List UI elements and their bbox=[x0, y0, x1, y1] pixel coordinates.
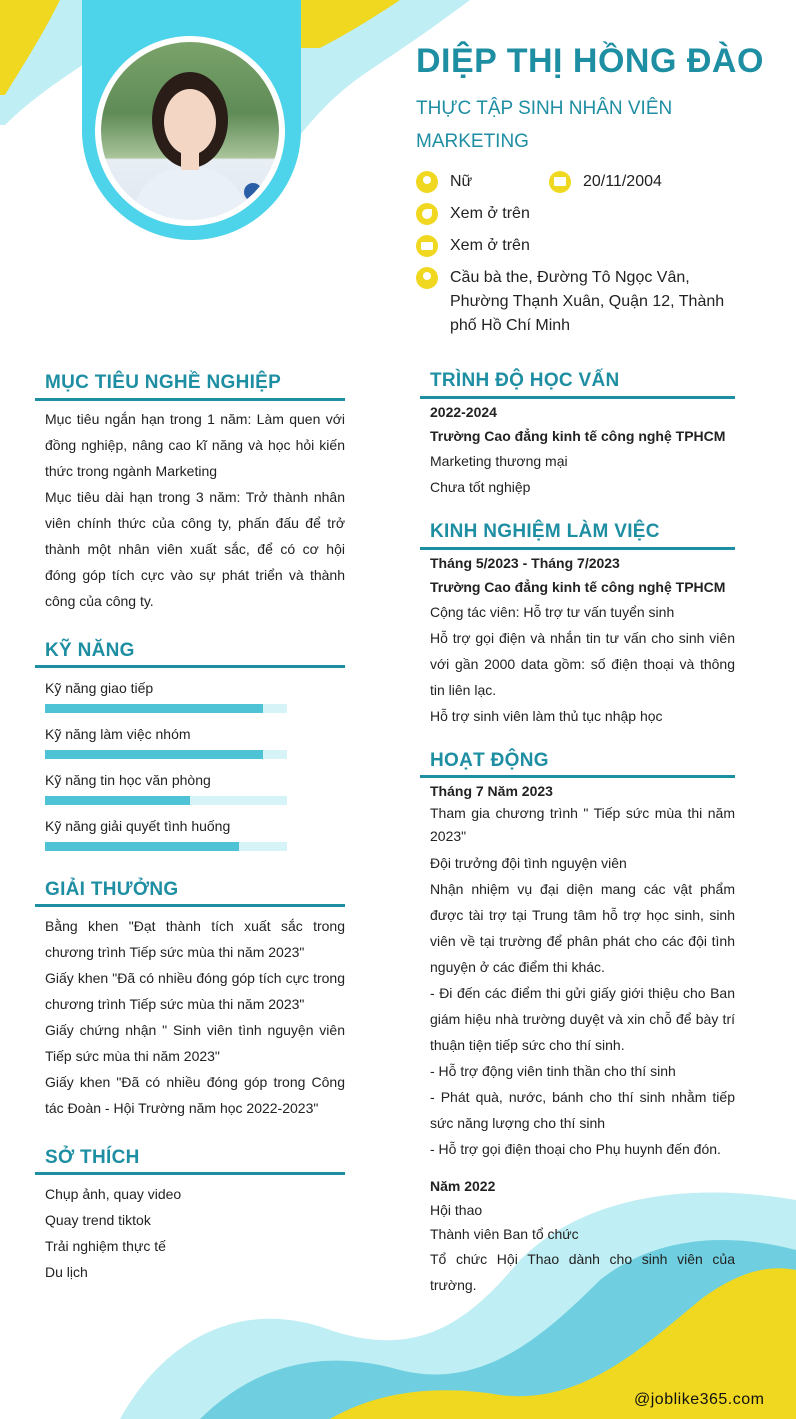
activity-desc: - Hỗ trợ gọi điện thoại cho Phụ huynh đến đón. bbox=[430, 1141, 721, 1157]
experience-role: Cộng tác viên: Hỗ trợ tư vấn tuyển sinh bbox=[430, 604, 675, 620]
education-school: Trường Cao đẳng kinh tế công nghệ TPHCM bbox=[430, 428, 726, 444]
gender-row bbox=[416, 170, 472, 194]
experience-desc: Hỗ trợ gọi điện và nhắn tin tư vấn cho sinh viên với gần 2000 data gồm: số điện thoại và thông tin liên lạc. bbox=[430, 630, 735, 698]
hobby-item: Trải nghiệm thực tế bbox=[45, 1238, 166, 1254]
activity-role: Đội trưởng đội tình nguyện viên bbox=[430, 855, 627, 871]
skill-label: Kỹ năng tin học văn phòng bbox=[45, 772, 211, 788]
skill-bar-fill bbox=[45, 796, 190, 805]
footer-watermark: @joblike365.com bbox=[634, 1391, 765, 1408]
hobbies-title: SỞ THÍCH bbox=[45, 1147, 140, 1168]
activity-desc: Nhận nhiệm vụ đại diện mang các vật phẩm được tài trợ tại Trung tâm hỗ trợ học sinh, sinh viên về tại trường để phân phát cho các đội tình nguyện ở các điểm thi khác. bbox=[430, 881, 735, 975]
section-divider bbox=[35, 1172, 345, 1175]
experience-title: KINH NGHIỆM LÀM VIỆC bbox=[430, 521, 660, 542]
gender-value: Nữ bbox=[450, 173, 473, 190]
profile-photo bbox=[101, 42, 279, 220]
career-goal-title: MỤC TIÊU NGHỀ NGHIỆP bbox=[45, 372, 282, 393]
address-value: Cầu bà the, Đường Tô Ngọc Vân, Phường Thạnh Xuân, Quận 12, Thành phố Hồ Chí Minh bbox=[450, 269, 725, 334]
mail-icon bbox=[416, 235, 438, 257]
career-goal-text bbox=[45, 406, 345, 614]
short-term-goal: Mục tiêu ngắn hạn trong 1 năm: Làm quen với đồng nghiệp, nâng cao kĩ năng và học hỏi kiến thức trong ngành Marketing bbox=[45, 411, 345, 479]
hobbies-list bbox=[45, 1181, 345, 1285]
skill-bar bbox=[45, 704, 287, 713]
job-title: THỰC TẬP SINH NHÂN VIÊN MARKETING bbox=[416, 98, 673, 152]
skill-bar bbox=[45, 842, 287, 851]
awards-list bbox=[45, 913, 345, 1121]
location-pin-icon bbox=[416, 267, 438, 289]
activity-desc: Tổ chức Hội Thao dành cho sinh viên của trường. bbox=[430, 1251, 735, 1293]
activity-period: Năm 2022 bbox=[430, 1178, 496, 1194]
hobby-item: Quay trend tiktok bbox=[45, 1212, 151, 1228]
section-divider bbox=[35, 398, 345, 401]
address-row bbox=[416, 266, 746, 338]
user-icon bbox=[416, 171, 438, 193]
education-title: TRÌNH ĐỘ HỌC VẤN bbox=[430, 370, 620, 391]
activity-desc: - Hỗ trợ động viên tinh thần cho thí sinh bbox=[430, 1063, 676, 1079]
hobby-item: Du lịch bbox=[45, 1264, 88, 1280]
birthday-row bbox=[549, 170, 662, 194]
section-divider bbox=[35, 665, 345, 668]
skill-bar-fill bbox=[45, 704, 263, 713]
skill-bar bbox=[45, 750, 287, 759]
skill-item bbox=[45, 678, 287, 713]
activity-name: Hội thao bbox=[430, 1202, 483, 1218]
section-divider bbox=[35, 904, 345, 907]
section-divider bbox=[420, 396, 735, 399]
skill-bar-fill bbox=[45, 842, 239, 851]
skill-label: Kỹ năng giao tiếp bbox=[45, 680, 154, 696]
education-period: 2022-2024 bbox=[430, 404, 497, 420]
skill-label: Kỹ năng giải quyết tình huống bbox=[45, 818, 231, 834]
hobby-item: Chụp ảnh, quay video bbox=[45, 1186, 182, 1202]
experience-desc: Hỗ trợ sinh viên làm thủ tục nhập học bbox=[430, 708, 663, 724]
award-item: Bằng khen "Đạt thành tích xuất sắc trong chương trình Tiếp sức mùa thi năm 2023" bbox=[45, 918, 345, 960]
skill-item bbox=[45, 770, 287, 805]
phone-value: Xem ở trên bbox=[450, 205, 530, 222]
activities-title: HOẠT ĐỘNG bbox=[430, 750, 549, 771]
education-major: Marketing thương mại bbox=[430, 453, 568, 469]
award-item: Giấy khen "Đã có nhiều đóng góp tích cực trong chương trình Tiếp sức mùa thi năm 2023" bbox=[45, 970, 345, 1012]
awards-title: GIẢI THƯỞNG bbox=[45, 879, 179, 900]
award-item: Giấy khen "Đã có nhiều đóng góp trong Công tác Đoàn - Hội Trường năm học 2022-2023" bbox=[45, 1074, 345, 1116]
education-block bbox=[430, 400, 735, 500]
birthday-value: 20/11/2004 bbox=[583, 173, 662, 190]
activity-role: Thành viên Ban tổ chức bbox=[430, 1226, 579, 1242]
skill-item bbox=[45, 724, 287, 759]
award-item: Giấy chứng nhận " Sinh viên tình nguyện viên Tiếp sức mùa thi năm 2023" bbox=[45, 1022, 345, 1064]
skill-bar bbox=[45, 796, 287, 805]
activity-desc: - Phát quà, nước, bánh cho thí sinh nhằm tiếp sức năng lượng cho thí sinh bbox=[430, 1089, 735, 1131]
education-status: Chưa tốt nghiệp bbox=[430, 479, 531, 495]
experience-block bbox=[430, 551, 735, 729]
skill-bar-fill bbox=[45, 750, 263, 759]
long-term-goal: Mục tiêu dài hạn trong 3 năm: Trở thành nhân viên chính thức của công ty, phấn đấu để trở thành một nhân viên xuất sắc, để có cơ hội đóng góp tích cực vào sự phát triển và thành công của công ty. bbox=[45, 489, 345, 609]
phone-icon bbox=[416, 203, 438, 225]
experience-company: Trường Cao đẳng kinh tế công nghệ TPHCM bbox=[430, 579, 726, 595]
skills-title: KỸ NĂNG bbox=[45, 640, 135, 661]
candidate-name: DIỆP THỊ HỒNG ĐÀO bbox=[416, 42, 764, 80]
email-row bbox=[416, 234, 530, 258]
skill-item bbox=[45, 816, 287, 851]
phone-row bbox=[416, 202, 530, 226]
experience-period: Tháng 5/2023 - Tháng 7/2023 bbox=[430, 555, 620, 571]
activity-name: Tham gia chương trình " Tiếp sức mùa thi năm 2023" bbox=[430, 805, 735, 844]
activities-block bbox=[430, 780, 735, 1298]
calendar-icon bbox=[549, 171, 571, 193]
activity-desc: - Đi đến các điểm thi gửi giấy giới thiệu cho Ban giám hiệu nhà trường duyệt và xin chỗ để bày trí thuận tiện tiếp sức cho thí sinh. bbox=[430, 985, 735, 1053]
email-value: Xem ở trên bbox=[450, 237, 530, 254]
skill-label: Kỹ năng làm việc nhóm bbox=[45, 726, 191, 742]
activity-period: Tháng 7 Năm 2023 bbox=[430, 783, 553, 799]
section-divider bbox=[420, 775, 735, 778]
section-divider bbox=[420, 547, 735, 550]
